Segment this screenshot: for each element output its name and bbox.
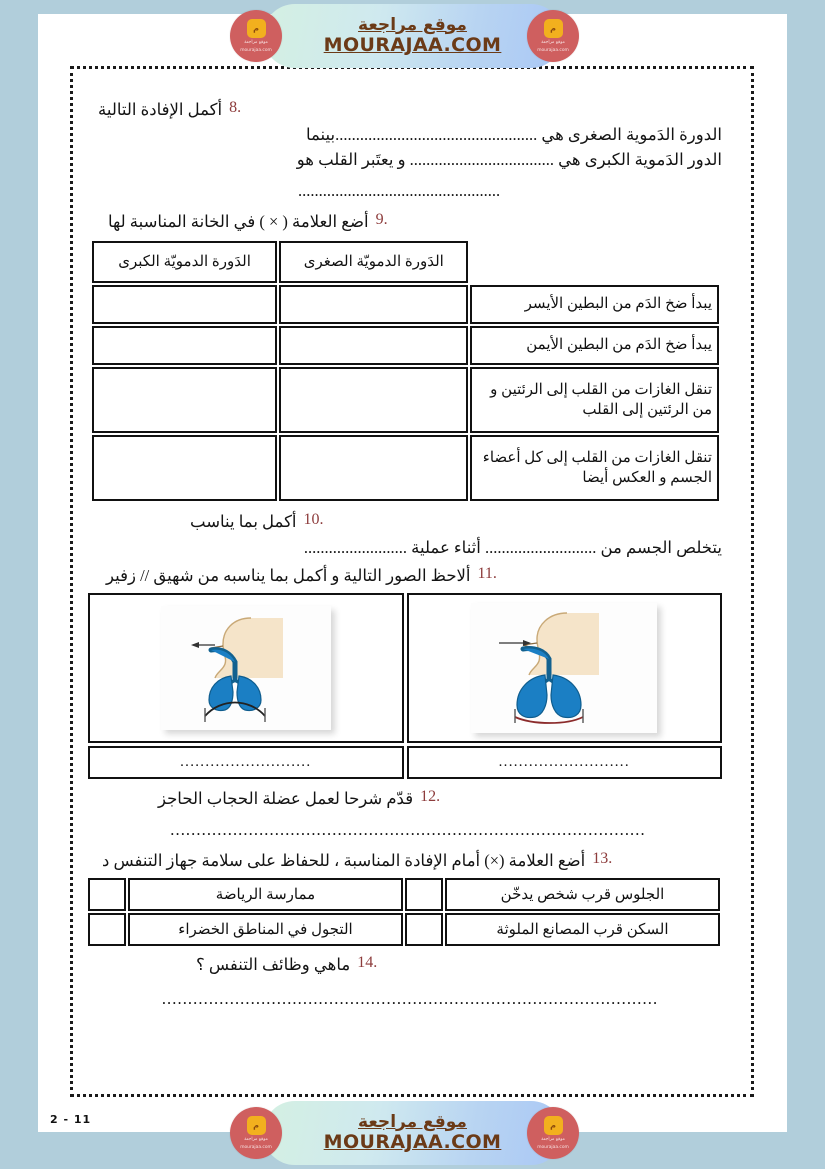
- top-promo-banner: [0, 0, 825, 72]
- question-9-prompt: أضع العلامة ( × ) في الخانة المناسبة لها: [108, 211, 369, 231]
- logo-badge-icon: م: [544, 1116, 563, 1135]
- question-12-answer-line[interactable]: ...........................................................................................: [170, 820, 646, 840]
- banner-site-url-bottom[interactable]: MOURAJAA.COM: [323, 1131, 502, 1154]
- statement-cell-right: السكن قرب المصانع الملوثة: [445, 913, 720, 946]
- checkbox-cell-small[interactable]: [279, 285, 468, 324]
- banner-site-url-top[interactable]: MOURAJAA.COM: [323, 34, 502, 57]
- question-13-prompt: أضع العلامة (×) أمام الإفادة المناسبة ، للحفاظ على سلامة جهاز التنفس د: [102, 850, 586, 870]
- checkbox-cell-small[interactable]: [279, 435, 468, 501]
- table-row: [88, 878, 720, 911]
- question-10-prompt: أكمل بما يناسب: [190, 512, 297, 532]
- question-14-prompt: ماهي وظائف التنفس ؟: [196, 955, 351, 975]
- logo-caption-arabic: موقع مراجعة: [244, 1137, 268, 1142]
- statement-cell: تنقل الغازات من القلب إلى الرئتين و من الرئتين إلى القلب: [470, 367, 719, 433]
- banner-arabic-title-top: موقع مراجعة: [358, 14, 467, 35]
- worksheet-page: [38, 14, 787, 1132]
- question-8-prompt: أكمل الإفادة التالية: [98, 100, 223, 119]
- logo-caption-arabic: موقع مراجعة: [541, 40, 565, 45]
- statement-cell-left: التجول في المناطق الخضراء: [128, 913, 403, 946]
- site-logo-icon-bottom-right[interactable]: [527, 1107, 579, 1159]
- header-cell-big-circulation: الدَورة الدمويّة الكبرى: [92, 241, 277, 283]
- blood-circulation-table: [90, 239, 721, 503]
- logo-badge-icon: م: [544, 19, 563, 38]
- logo-caption-url: mourajaa.com: [537, 47, 569, 53]
- lungs-inhale-icon: [479, 609, 649, 727]
- document-content: [86, 76, 740, 1091]
- banner-pill-bottom[interactable]: [263, 1101, 563, 1165]
- header-cell-statement: [470, 241, 719, 283]
- statement-cell: تنقل الغازات من القلب إلى كل أعضاء الجسم و العكس أيضا: [470, 435, 719, 501]
- site-logo-icon-top-right[interactable]: [527, 10, 579, 62]
- logo-caption-arabic: موقع مراجعة: [541, 1137, 565, 1142]
- question-11-image-section: [88, 593, 722, 779]
- banner-arabic-title-bottom: موقع مراجعة: [358, 1111, 467, 1132]
- checkbox-cell-left[interactable]: [88, 878, 126, 911]
- question-8-line-1: الدورة الدَموية الصغرى هي .................................................بينما: [305, 125, 722, 145]
- question-12: [98, 787, 722, 810]
- question-14-answer-line[interactable]: ...............................................................................................: [161, 988, 659, 1008]
- question-9: [98, 210, 722, 233]
- image-column-left: [88, 593, 404, 779]
- statement-cell-left: ممارسة الرياضة: [128, 878, 403, 911]
- respiratory-image-box-right: [407, 593, 723, 743]
- question-11-prompt: ألاحظ الصور التالية و أكمل بما يناسبه من شهيق // زفير: [106, 566, 471, 586]
- question-13: [98, 849, 722, 872]
- checkbox-cell-left[interactable]: [88, 913, 126, 946]
- question-14-number: 14.: [357, 954, 378, 972]
- respiratory-answer-box-left[interactable]: ..........................: [88, 746, 404, 779]
- table-header-row: [92, 241, 719, 283]
- statement-cell-right: الجلوس قرب شخص يدخّن: [445, 878, 720, 911]
- question-12-number: 12.: [420, 787, 441, 805]
- question-12-prompt: قدّم شرحا لعمل عضلة الحجاب الحاجز: [158, 788, 414, 808]
- checkbox-cell-right[interactable]: [405, 878, 443, 911]
- lung-diagram-card-left: [161, 606, 331, 730]
- header-cell-small-circulation: الدَورة الدمويّة الصغرى: [279, 241, 468, 283]
- logo-caption-url: mourajaa.com: [240, 47, 272, 53]
- table-row: [92, 326, 719, 365]
- site-logo-icon-bottom-left[interactable]: [230, 1107, 282, 1159]
- statement-cell: يبدأ ضخ الدَم من البطين الأيسر: [470, 285, 719, 324]
- image-column-right: [407, 593, 723, 779]
- logo-caption-arabic: موقع مراجعة: [244, 40, 268, 45]
- question-8-line-3: .................................................: [297, 180, 501, 200]
- table-row: [92, 285, 719, 324]
- checkbox-cell-right[interactable]: [405, 913, 443, 946]
- logo-caption-url: mourajaa.com: [240, 1144, 272, 1150]
- checkbox-cell-big[interactable]: [92, 435, 277, 501]
- respiratory-answer-box-right[interactable]: ..........................: [407, 746, 723, 779]
- question-10: [98, 510, 722, 533]
- question-11: [98, 564, 722, 587]
- question-8-number: 8.: [229, 99, 242, 116]
- checkbox-cell-small[interactable]: [279, 326, 468, 365]
- lung-diagram-card-right: [471, 603, 657, 733]
- question-9-number: 9.: [375, 210, 388, 228]
- lungs-exhale-icon: [171, 612, 321, 724]
- banner-pill-top[interactable]: [263, 4, 563, 68]
- checkbox-cell-big[interactable]: [92, 285, 277, 324]
- question-8-line-2: الدور الدَموية الكبرى هي ................................... و يعتَبر القلب هو: [296, 150, 722, 170]
- page-number: 2 - 11: [50, 1113, 92, 1126]
- question-11-number: 11.: [477, 565, 497, 583]
- question-9-table-wrapper: [98, 239, 722, 503]
- checkbox-cell-small[interactable]: [279, 367, 468, 433]
- checkbox-cell-big[interactable]: [92, 367, 277, 433]
- table-row: [92, 435, 719, 501]
- table-row: [92, 367, 719, 433]
- respiratory-safety-table: [86, 876, 722, 948]
- question-10-line-1: يتخلص الجسم من ........................... أثناء عملية .........................: [303, 537, 722, 557]
- respiratory-image-box-left: [88, 593, 404, 743]
- logo-badge-icon: م: [247, 19, 266, 38]
- site-logo-icon-top-left[interactable]: [230, 10, 282, 62]
- question-8: [98, 98, 722, 121]
- bottom-promo-banner: [0, 1097, 825, 1169]
- question-10-number: 10.: [303, 511, 324, 529]
- logo-caption-url: mourajaa.com: [537, 1144, 569, 1150]
- checkbox-cell-big[interactable]: [92, 326, 277, 365]
- logo-badge-icon: م: [247, 1116, 266, 1135]
- question-13-number: 13.: [592, 849, 613, 867]
- question-14: [98, 953, 722, 976]
- table-row: [88, 913, 720, 946]
- statement-cell: يبدأ ضخ الدَم من البطين الأيمن: [470, 326, 719, 365]
